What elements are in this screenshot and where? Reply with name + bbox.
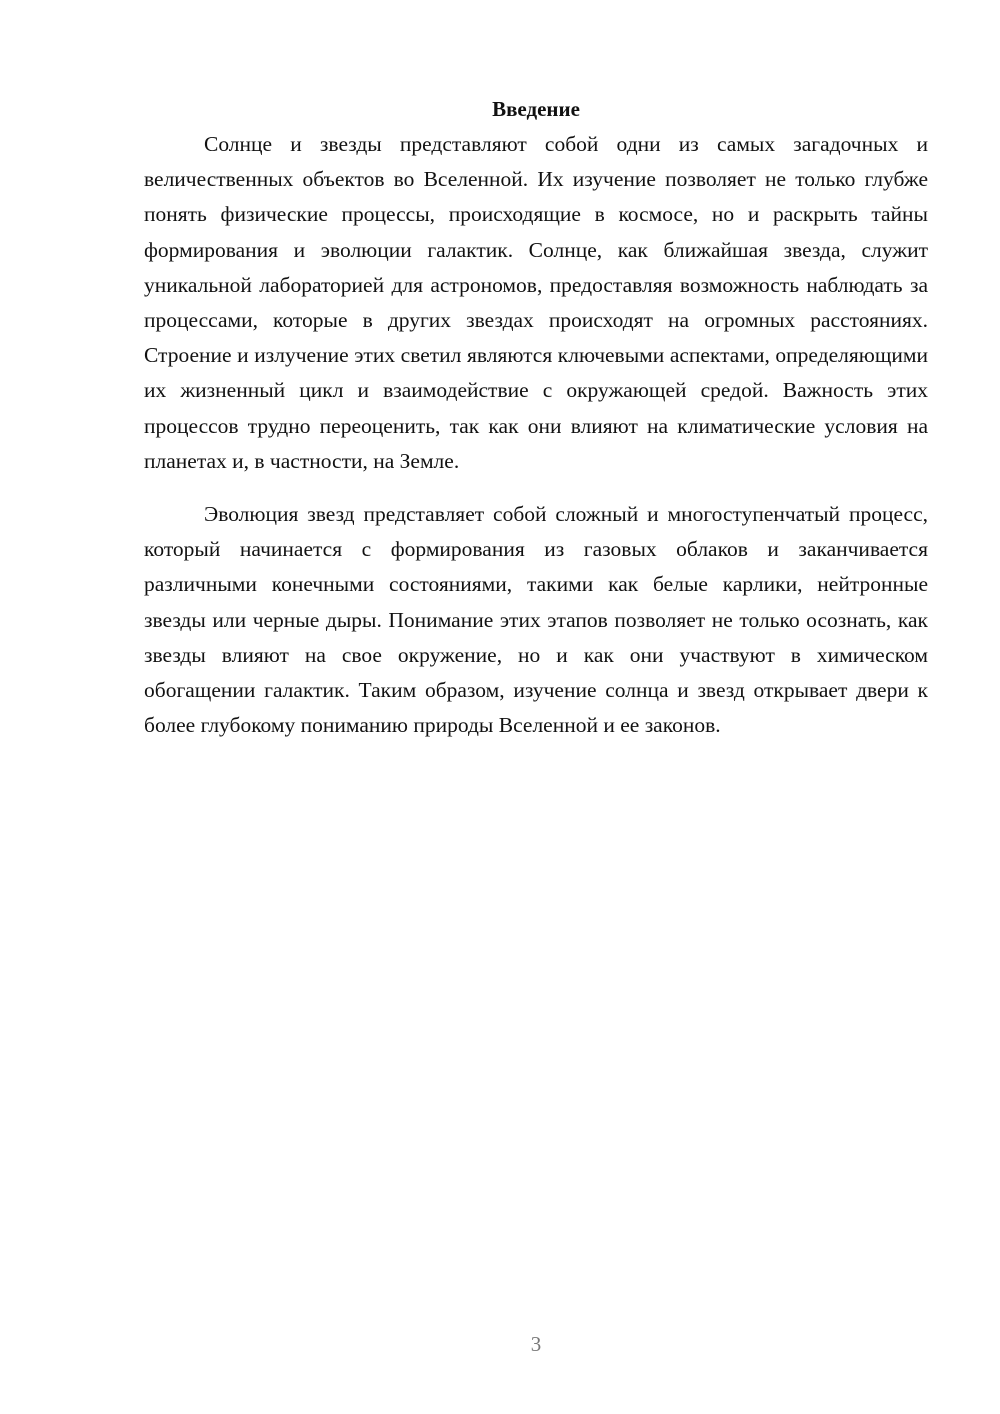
paragraph-1: Солнце и звезды представляют собой одни из самых загадочных и величественных объектов во Вселенной. Их изучение позволяет не только глубже понять физические процессы, происходящие в космосе, но и раскрыть тайны формирования и эволюции галактик. Солнце, как ближайшая звезда, служит уникальной лабораторией для астрономов, предоставляя возможность наблюдать за процессами, которые в других звездах происходят на огромных расстояниях. Строение и излучение этих светил являются ключевыми аспектами, определяющими их жизненный цикл и взаимодействие с окружающей средой. Важность этих процессов трудно переоценить, так как они влияют на климатические условия на планетах и, в частности, на Земле.	[144, 132, 928, 473]
section-title: Введение	[492, 97, 580, 121]
page-number: 3	[530, 1332, 542, 1356]
page-content	[144, 92, 928, 743]
paragraph-2: Эволюция звезд представляет собой сложный и многоступенчатый процесс, который начинается с формирования из газовых облаков и заканчивается различными конечными состояниями, такими как белые карлики, нейтронные звезды или черные дыры. Понимание этих этапов позволяет не только осознать, как звезды влияют на свое окружение, но и как они участвуют в химическом обогащении галактик. Таким образом, изучение солнца и звезд открывает двери к более глубокому пониманию природы Вселенной и ее законов.	[144, 502, 928, 738]
